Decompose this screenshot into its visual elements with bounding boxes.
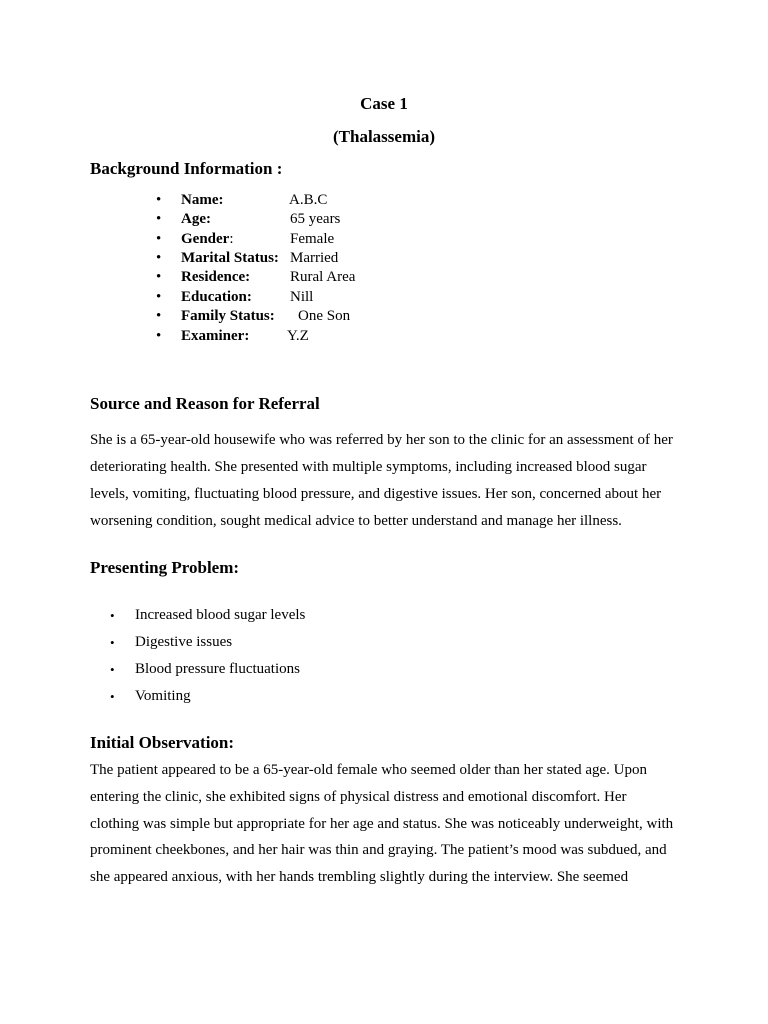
paragraph-line: prominent cheekbones, and her hair was thin and graying. The patient’s mood was subdued, and [90,842,667,858]
background-item-gender [0,230,768,249]
bullet-icon: • [156,328,162,344]
background-label: Family Status: [181,308,275,324]
paragraph-line: worsening condition, sought medical advice to better understand and manage her illness. [90,513,622,529]
paragraph-line: deteriorating health. She presented with multiple symptoms, including increased blood sugar [90,459,647,475]
bullet-icon: • [156,192,162,208]
list-item-text: Digestive issues [135,634,233,650]
background-label: Age: [181,211,211,227]
background-label: Residence: [181,269,251,285]
list-item [0,602,768,629]
background-item-examiner [0,327,768,346]
paragraph-line: The patient appeared to be a 65-year-old female who seemed older than her stated age. Upon [90,762,647,778]
background-value: A.B.C [289,192,328,208]
bullet-icon: • [156,308,162,324]
paragraph-line: clothing was simple but appropriate for her age and status. She was noticeably underweight, with [90,816,674,832]
list-item-text: Blood pressure fluctuations [135,661,300,677]
bullet-icon: • [156,211,162,227]
background-label: Name: [181,192,224,208]
background-value: Nill [290,289,314,305]
list-item [0,656,768,683]
list-item [0,683,768,710]
background-label: Marital Status: [181,250,279,266]
background-label: Education: [181,289,252,305]
list-item-text: Increased blood sugar levels [135,607,306,623]
background-value: Rural Area [290,269,356,285]
bullet-icon: • [156,231,162,247]
paragraph-line: She is a 65-year-old housewife who was referred by her son to the clinic for an assessment of her [90,432,673,448]
background-value: 65 years [290,211,341,227]
background-label: Gender: [181,231,234,247]
background-item-residence [0,268,768,287]
paragraph-line: she appeared anxious, with her hands trembling slightly during the interview. She seemed [90,869,629,885]
bullet-icon: • [110,635,115,650]
background-value: Female [290,231,335,247]
bullet-icon: • [110,689,115,704]
bullet-icon: • [156,269,162,285]
referral-heading: Source and Reason for Referral [90,394,320,413]
background-heading: Background Information : [90,159,283,178]
observation-heading: Initial Observation: [90,733,235,752]
background-value: Y.Z [287,328,309,344]
document-subtitle: (Thalassemia) [333,127,435,146]
list-item-text: Vomiting [135,688,191,704]
background-item-age [0,210,768,229]
background-item-family-status [0,307,768,326]
paragraph-line: entering the clinic, she exhibited signs of physical distress and emotional discomfort. Her [90,789,627,805]
bullet-icon: • [156,250,162,266]
bullet-icon: • [110,608,115,623]
background-item-name [0,191,768,210]
bullet-icon: • [156,289,162,305]
document-title: Case 1 [360,94,408,113]
background-value: Married [290,250,339,266]
background-item-marital-status [0,249,768,268]
paragraph-line: levels, vomiting, fluctuating blood pressure, and digestive issues. Her son, concerned about her [90,486,662,502]
presenting-problem-heading: Presenting Problem: [90,558,240,577]
background-value: One Son [298,308,351,324]
background-item-education [0,288,768,307]
background-label: Examiner: [181,328,250,344]
list-item [0,629,768,656]
bullet-icon: • [110,662,115,677]
